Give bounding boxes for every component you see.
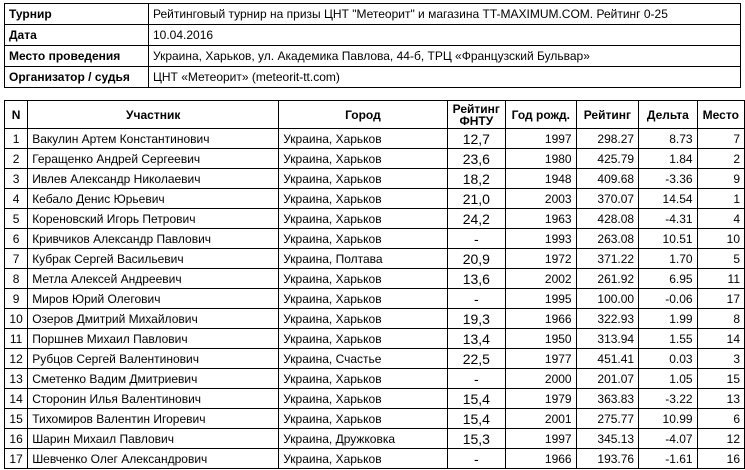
rating-cell: 201.07 — [576, 369, 639, 389]
participant-name-cell: Кубрак Сергей Васильевич — [28, 249, 279, 269]
rating-cell: 261.92 — [576, 269, 639, 289]
place-cell: 17 — [697, 289, 744, 309]
fntu-rating-cell: 18,2 — [447, 169, 505, 189]
table-row — [5, 369, 745, 389]
rating-cell: 409.68 — [576, 169, 639, 189]
results-header-row — [5, 101, 745, 129]
fntu-rating-cell: 15,3 — [447, 429, 505, 449]
delta-cell: -1.61 — [639, 449, 697, 469]
rating-cell: 428.08 — [576, 209, 639, 229]
row-number-cell: 2 — [5, 149, 28, 169]
city-cell: Украина, Харьков — [279, 389, 447, 409]
participant-name-cell: Метла Алексей Андреевич — [28, 269, 279, 289]
table-row — [5, 449, 745, 469]
place-cell: 11 — [697, 269, 744, 289]
city-cell: Украина, Харьков — [279, 269, 447, 289]
row-number-cell: 10 — [5, 309, 28, 329]
delta-cell: 14.54 — [639, 189, 697, 209]
row-number-cell: 9 — [5, 289, 28, 309]
place-cell: 14 — [697, 329, 744, 349]
venue-label: Место проведения — [5, 46, 149, 67]
birth-year-cell: 2003 — [506, 189, 577, 209]
row-number-cell: 7 — [5, 249, 28, 269]
place-cell: 4 — [697, 209, 744, 229]
birth-year-cell: 1995 — [506, 289, 577, 309]
place-cell: 5 — [697, 249, 744, 269]
participant-name-cell: Сторонин Илья Валентинович — [28, 389, 279, 409]
birth-year-cell: 2000 — [506, 369, 577, 389]
delta-cell: 1.99 — [639, 309, 697, 329]
delta-cell: 10.99 — [639, 409, 697, 429]
participant-name-cell: Вакулин Артем Константинович — [28, 129, 279, 149]
delta-cell: -3.22 — [639, 389, 697, 409]
delta-cell: 1.70 — [639, 249, 697, 269]
rating-cell: 275.77 — [576, 409, 639, 429]
column-header-rating: Рейтинг — [576, 101, 639, 129]
participant-name-cell: Кореновский Игорь Петрович — [28, 209, 279, 229]
participant-name-cell: Кебало Денис Юрьевич — [28, 189, 279, 209]
birth-year-cell: 1979 — [506, 389, 577, 409]
birth-year-cell: 1950 — [506, 329, 577, 349]
place-cell: 13 — [697, 389, 744, 409]
city-cell: Украина, Харьков — [279, 189, 447, 209]
fntu-rating-cell: - — [447, 449, 505, 469]
birth-year-cell: 1993 — [506, 229, 577, 249]
delta-cell: 6.95 — [639, 269, 697, 289]
fntu-rating-cell: 19,3 — [447, 309, 505, 329]
date-value: 10.04.2016 — [149, 25, 741, 46]
column-header-delta: Дельта — [639, 101, 697, 129]
results-body — [5, 129, 745, 469]
venue-value: Украина, Харьков, ул. Академика Павлова, 44-б, ТРЦ «Французский Бульвар» — [149, 46, 741, 67]
rating-cell: 370.07 — [576, 189, 639, 209]
delta-cell: -4.07 — [639, 429, 697, 449]
fntu-rating-cell: 23,6 — [447, 149, 505, 169]
delta-cell: 1.05 — [639, 369, 697, 389]
delta-cell: 10.51 — [639, 229, 697, 249]
fntu-rating-cell: - — [447, 369, 505, 389]
city-cell: Украина, Харьков — [279, 369, 447, 389]
rating-cell: 425.79 — [576, 149, 639, 169]
rating-cell: 263.08 — [576, 229, 639, 249]
city-cell: Украина, Харьков — [279, 289, 447, 309]
participant-name-cell: Шарин Михаил Павлович — [28, 429, 279, 449]
row-number-cell: 16 — [5, 429, 28, 449]
date-label: Дата — [5, 25, 149, 46]
place-cell: 10 — [697, 229, 744, 249]
delta-cell: -4.31 — [639, 209, 697, 229]
rating-cell: 451.41 — [576, 349, 639, 369]
info-row-tournament — [5, 4, 741, 25]
birth-year-cell: 1980 — [506, 149, 577, 169]
row-number-cell: 4 — [5, 189, 28, 209]
city-cell: Украина, Харьков — [279, 329, 447, 349]
row-number-cell: 15 — [5, 409, 28, 429]
table-row — [5, 329, 745, 349]
participant-name-cell: Кривчиков Александр Павлович — [28, 229, 279, 249]
table-row — [5, 349, 745, 369]
city-cell: Украина, Полтава — [279, 249, 447, 269]
column-header-place: Место — [697, 101, 744, 129]
participant-name-cell: Сметенко Вадим Дмитриевич — [28, 369, 279, 389]
delta-cell: -3.36 — [639, 169, 697, 189]
city-cell: Украина, Харьков — [279, 229, 447, 249]
fntu-rating-cell: 12,7 — [447, 129, 505, 149]
participant-name-cell: Геращенко Андрей Сергеевич — [28, 149, 279, 169]
place-cell: 12 — [697, 429, 744, 449]
table-row — [5, 189, 745, 209]
birth-year-cell: 1997 — [506, 429, 577, 449]
results-table — [4, 100, 745, 469]
birth-year-cell: 1963 — [506, 209, 577, 229]
city-cell: Украина, Харьков — [279, 209, 447, 229]
participant-name-cell: Тихомиров Валентин Игоревич — [28, 409, 279, 429]
rating-cell: 193.76 — [576, 449, 639, 469]
row-number-cell: 6 — [5, 229, 28, 249]
fntu-rating-cell: 15,4 — [447, 409, 505, 429]
participant-name-cell: Озеров Дмитрий Михайлович — [28, 309, 279, 329]
tournament-info-table — [4, 3, 741, 88]
rating-cell: 100.00 — [576, 289, 639, 309]
row-number-cell: 12 — [5, 349, 28, 369]
place-cell: 9 — [697, 169, 744, 189]
city-cell: Украина, Харьков — [279, 149, 447, 169]
participant-name-cell: Ивлев Александр Николаевич — [28, 169, 279, 189]
table-row — [5, 249, 745, 269]
place-cell: 3 — [697, 349, 744, 369]
fntu-rating-cell: 20,9 — [447, 249, 505, 269]
birth-year-cell: 1948 — [506, 169, 577, 189]
delta-cell: 0.03 — [639, 349, 697, 369]
city-cell: Украина, Харьков — [279, 129, 447, 149]
rating-cell: 313.94 — [576, 329, 639, 349]
city-cell: Украина, Дружковка — [279, 429, 447, 449]
rating-cell: 363.83 — [576, 389, 639, 409]
place-cell: 2 — [697, 149, 744, 169]
column-header-city: Город — [279, 101, 447, 129]
table-row — [5, 289, 745, 309]
fntu-rating-cell: 13,6 — [447, 269, 505, 289]
city-cell: Украина, Счастье — [279, 349, 447, 369]
fntu-rating-cell: - — [447, 229, 505, 249]
birth-year-cell: 1966 — [506, 449, 577, 469]
rating-cell: 345.13 — [576, 429, 639, 449]
fntu-header-line2: ФНТУ — [459, 113, 494, 128]
column-header-birth-year: Год рожд. — [506, 101, 577, 129]
participant-name-cell: Рубцов Сергей Валентинович — [28, 349, 279, 369]
place-cell: 7 — [697, 129, 744, 149]
participant-name-cell: Миров Юрий Олегович — [28, 289, 279, 309]
birth-year-cell: 1972 — [506, 249, 577, 269]
fntu-rating-cell: 24,2 — [447, 209, 505, 229]
birth-year-cell: 1997 — [506, 129, 577, 149]
rating-cell: 322.93 — [576, 309, 639, 329]
participant-name-cell: Поршнев Михаил Павлович — [28, 329, 279, 349]
table-row — [5, 229, 745, 249]
info-row-organizer — [5, 67, 741, 88]
column-header-fntu-rating — [447, 101, 505, 129]
place-cell: 16 — [697, 449, 744, 469]
city-cell: Украина, Харьков — [279, 449, 447, 469]
table-row — [5, 169, 745, 189]
fntu-rating-cell: 22,5 — [447, 349, 505, 369]
table-row — [5, 269, 745, 289]
fntu-rating-cell: 13,4 — [447, 329, 505, 349]
organizer-label: Организатор / судья — [5, 67, 149, 88]
table-row — [5, 389, 745, 409]
row-number-cell: 17 — [5, 449, 28, 469]
tournament-label: Турнир — [5, 4, 149, 25]
row-number-cell: 3 — [5, 169, 28, 189]
organizer-value: ЦНТ «Метеорит» (meteorit-tt.com) — [149, 67, 741, 88]
row-number-cell: 5 — [5, 209, 28, 229]
row-number-cell: 8 — [5, 269, 28, 289]
row-number-cell: 11 — [5, 329, 28, 349]
table-row — [5, 429, 745, 449]
birth-year-cell: 2001 — [506, 409, 577, 429]
place-cell: 6 — [697, 409, 744, 429]
table-row — [5, 129, 745, 149]
birth-year-cell: 1977 — [506, 349, 577, 369]
city-cell: Украина, Харьков — [279, 309, 447, 329]
table-row — [5, 309, 745, 329]
rating-cell: 298.27 — [576, 129, 639, 149]
table-row — [5, 409, 745, 429]
row-number-cell: 14 — [5, 389, 28, 409]
table-row — [5, 209, 745, 229]
delta-cell: -0.06 — [639, 289, 697, 309]
place-cell: 8 — [697, 309, 744, 329]
info-row-venue — [5, 46, 741, 67]
tournament-value: Рейтинговый турнир на призы ЦНТ "Метеорит" и магазина TT-MAXIMUM.COM. Рейтинг 0-25 — [149, 4, 741, 25]
birth-year-cell: 1966 — [506, 309, 577, 329]
info-row-date — [5, 25, 741, 46]
column-header-n: N — [5, 101, 28, 129]
row-number-cell: 1 — [5, 129, 28, 149]
fntu-header-line1: Рейтинг — [452, 101, 500, 116]
fntu-rating-cell: 21,0 — [447, 189, 505, 209]
table-row — [5, 149, 745, 169]
rating-cell: 371.22 — [576, 249, 639, 269]
delta-cell: 1.55 — [639, 329, 697, 349]
city-cell: Украина, Харьков — [279, 409, 447, 429]
delta-cell: 8.73 — [639, 129, 697, 149]
participant-name-cell: Шевченко Олег Александрович — [28, 449, 279, 469]
place-cell: 1 — [697, 189, 744, 209]
row-number-cell: 13 — [5, 369, 28, 389]
birth-year-cell: 2002 — [506, 269, 577, 289]
place-cell: 15 — [697, 369, 744, 389]
column-header-participant: Участник — [28, 101, 279, 129]
fntu-rating-cell: - — [447, 289, 505, 309]
fntu-rating-cell: 15,4 — [447, 389, 505, 409]
city-cell: Украина, Харьков — [279, 169, 447, 189]
delta-cell: 1.84 — [639, 149, 697, 169]
